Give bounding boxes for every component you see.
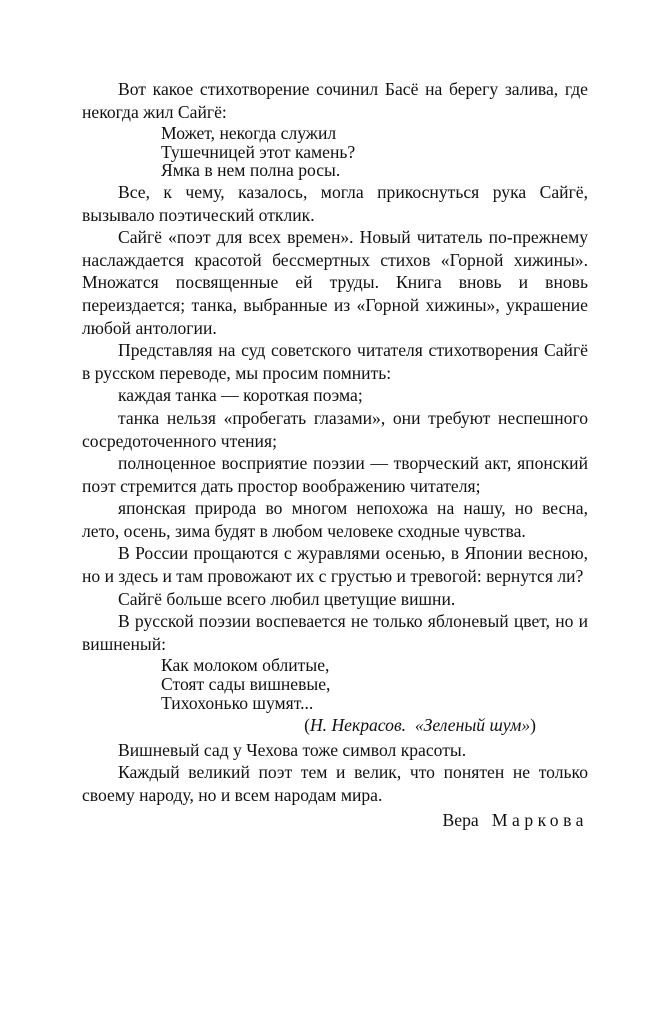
verse-line: Ямка в нем полна росы. bbox=[161, 160, 341, 181]
paragraph-5: каждая танка — короткая поэма; bbox=[118, 385, 363, 406]
paragraph-8: японская природа во многом непохожа на нашу, но весна, лето, осень, зима будят в любом человеке сходные чувства. bbox=[82, 498, 588, 541]
verse-line: Тушечницей этот камень? bbox=[161, 141, 356, 162]
verse-line: Стоят сады вишневые, bbox=[161, 674, 331, 695]
paragraph-10: Сайгё больше всего любил цветущие вишни. bbox=[118, 588, 456, 609]
paragraph-11: В русской поэзии воспевается не только яблоневый цвет, но и вишненый: bbox=[82, 611, 588, 654]
signature bbox=[82, 809, 588, 832]
verse-line: Может, некогда служил bbox=[161, 123, 337, 144]
paragraph-4: Представляя на суд советского читателя стихотворения Сайгё в русском переводе, мы просим помнить: bbox=[82, 340, 588, 383]
signature-surname: Маркова bbox=[491, 809, 588, 830]
verse-line: Как молоком облитые, bbox=[161, 655, 330, 676]
verse-attribution bbox=[82, 714, 536, 737]
signature-first-name: Вера bbox=[442, 809, 479, 830]
attribution-open-paren: ( bbox=[304, 715, 310, 736]
attribution-author: Н. Некрасов. bbox=[309, 715, 407, 736]
paragraph-13: Каждый великий поэт тем и велик, что понятен не только своему народу, но и всем народам мира. bbox=[82, 762, 588, 805]
paragraph-7: полноценное восприятие поэзии — творческий акт, японский поэт стремится дать простор воображению читателя; bbox=[82, 453, 588, 496]
verse-line: Тихохонько шумят... bbox=[161, 692, 314, 713]
paragraph-1: Вот какое стихотворение сочинил Басё на берегу залива, где некогда жил Сайгё: bbox=[82, 79, 588, 122]
paragraph-3: Сайгё «поэт для всех времен». Новый читатель по-прежнему наслаждается красотой бессмертных стихов «Горной хижины». Множатся посвященные ей труды. Книга вновь и вновь переиздается; танка, выбранные из «Горной хижины», украшение любой антологии. bbox=[82, 227, 588, 338]
paragraph-6: танка нельзя «пробегать глазами», они требуют неспешного сосредоточенного чтения; bbox=[82, 407, 588, 451]
verse-nekrasov bbox=[161, 656, 588, 712]
paragraph-9: В России прощаются с журавлями осенью, в Японии весною, но и здесь и там провожают их с грустью и тревогой: вернутся ли? bbox=[82, 543, 588, 587]
attribution-work: «Зеленый шум» bbox=[414, 715, 531, 736]
paragraph-2: Все, к чему, казалось, могла прикоснуться рука Сайгё, вызывало поэтический отклик. bbox=[82, 181, 588, 225]
paragraph-12: Вишневый сад у Чехова тоже символ красоты. bbox=[118, 739, 467, 760]
document-page bbox=[82, 78, 588, 831]
verse-basho bbox=[161, 124, 588, 180]
attribution-close-paren: ) bbox=[530, 715, 536, 736]
